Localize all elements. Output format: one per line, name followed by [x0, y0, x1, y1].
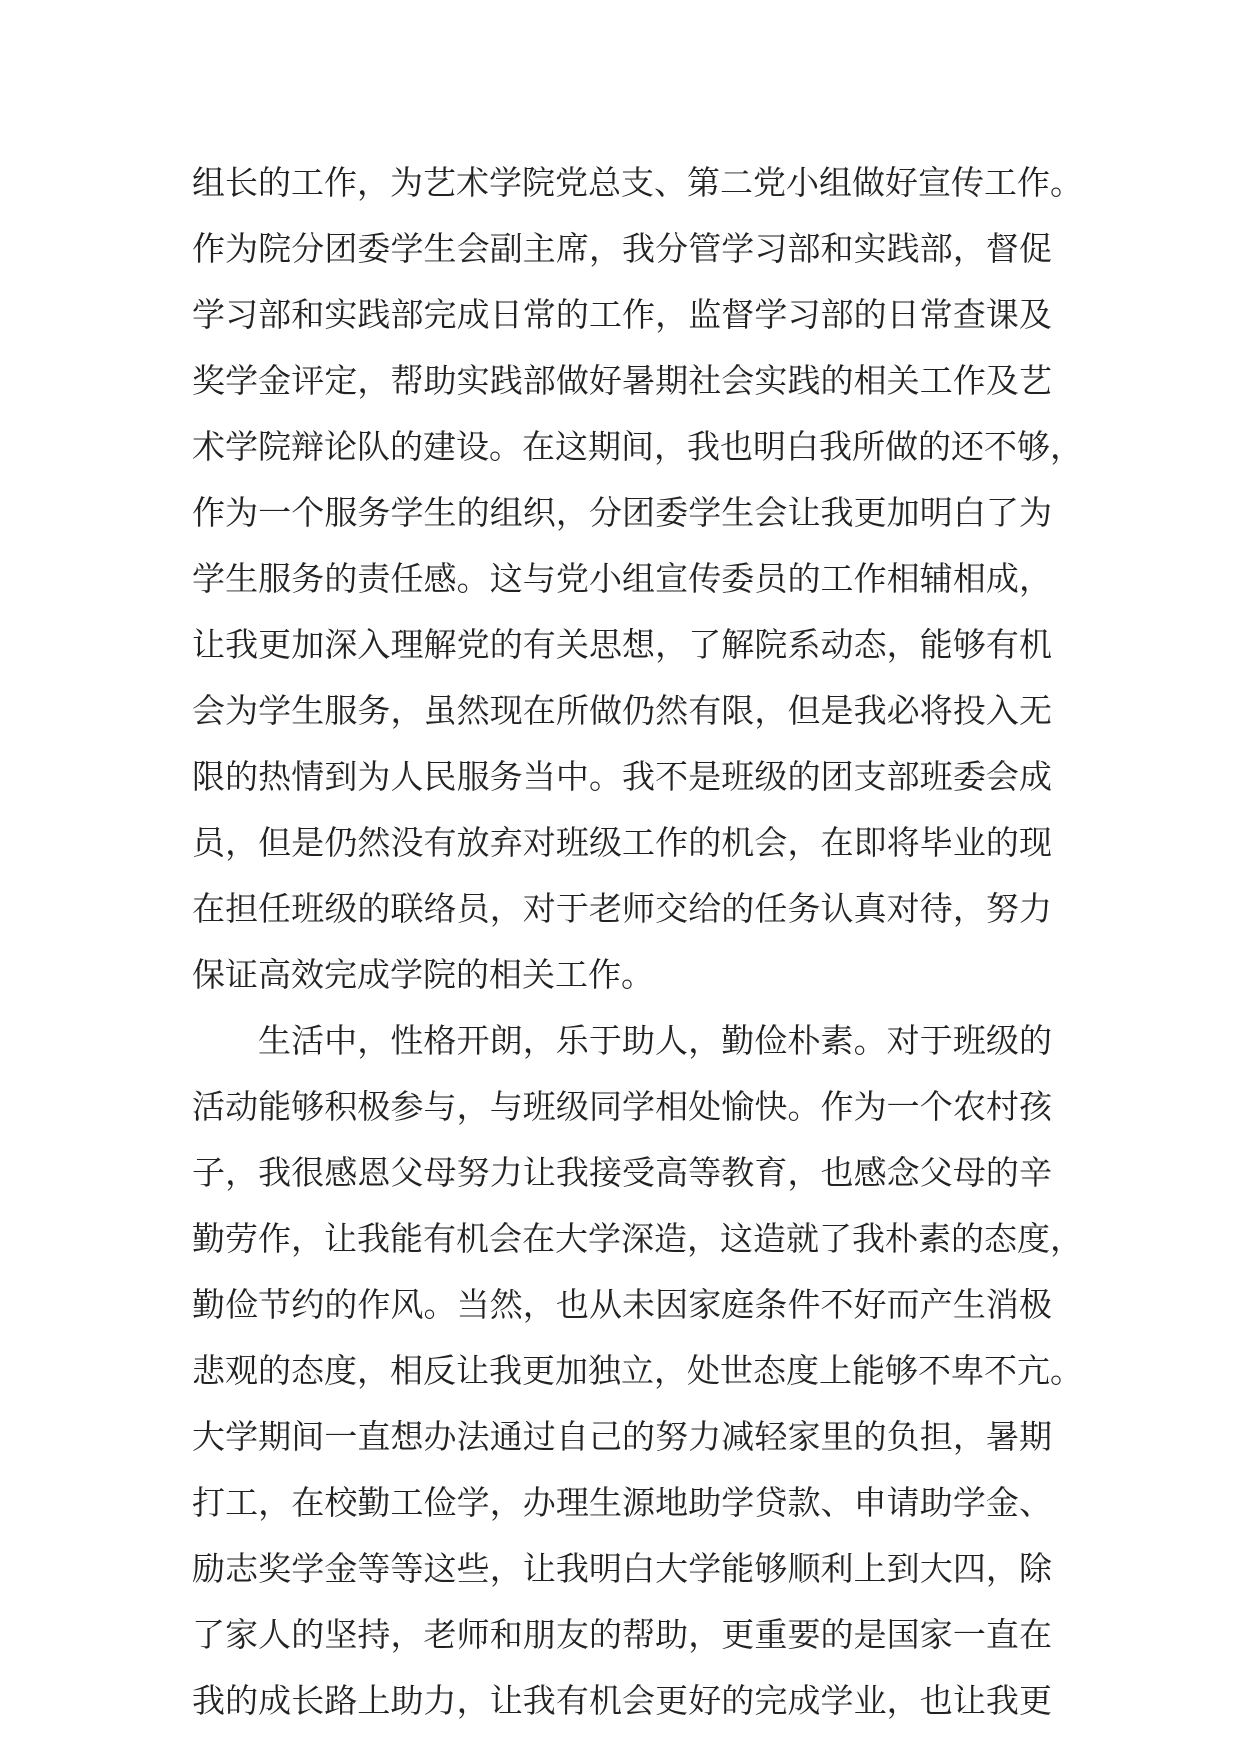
text-line: 打工，在校勤工俭学，办理生源地助学贷款、申请助学金、 [192, 1483, 1052, 1522]
body-text [192, 150, 1083, 1734]
text-line: 让我更加深入理解党的有关思想，了解院系动态，能够有机 [192, 625, 1052, 664]
text-line: 在担任班级的联络员，对于老师交给的任务认真对待，努力 [192, 889, 1052, 928]
text-line: 学习部和实践部完成日常的工作，监督学习部的日常查课及 [192, 295, 1052, 334]
text-line: 勤劳作，让我能有机会在大学深造，这造就了我朴素的态度， [192, 1219, 1083, 1258]
text-line: 限的热情到为人民服务当中。我不是班级的团支部班委会成 [192, 757, 1052, 796]
text-line: 保证高效完成学院的相关工作。 [192, 955, 654, 994]
text-line: 励志奖学金等等这些，让我明白大学能够顺利上到大四，除 [192, 1549, 1052, 1588]
text-line: 我的成长路上助力，让我有机会更好的完成学业，也让我更 [192, 1681, 1052, 1720]
text-line: 奖学金评定，帮助实践部做好暑期社会实践的相关工作及艺 [192, 361, 1052, 400]
text-line: 生活中，性格开朗，乐于助人，勤俭朴素。对于班级的 [258, 1021, 1052, 1060]
text-line: 术学院辩论队的建设。在这期间，我也明白我所做的还不够， [192, 427, 1083, 466]
text-line: 了家人的坚持，老师和朋友的帮助，更重要的是国家一直在 [192, 1615, 1052, 1654]
text-line: 子，我很感恩父母努力让我接受高等教育，也感念父母的辛 [192, 1153, 1052, 1192]
text-line: 员，但是仍然没有放弃对班级工作的机会，在即将毕业的现 [192, 823, 1052, 862]
text-line: 学生服务的责任感。这与党小组宣传委员的工作相辅相成， [192, 559, 1052, 598]
text-line: 会为学生服务，虽然现在所做仍然有限，但是我必将投入无 [192, 691, 1052, 730]
text-line: 组长的工作，为艺术学院党总支、第二党小组做好宣传工作。 [192, 163, 1083, 202]
text-line: 悲观的态度，相反让我更加独立，处世态度上能够不卑不亢。 [192, 1351, 1083, 1390]
text-line: 作为一个服务学生的组织，分团委学生会让我更加明白了为 [192, 493, 1052, 532]
text-line: 勤俭节约的作风。当然，也从未因家庭条件不好而产生消极 [192, 1285, 1052, 1324]
text-line: 活动能够积极参与，与班级同学相处愉快。作为一个农村孩 [192, 1087, 1052, 1126]
text-line: 作为院分团委学生会副主席，我分管学习部和实践部，督促 [192, 229, 1052, 268]
text-line: 大学期间一直想办法通过自己的努力减轻家里的负担，暑期 [192, 1417, 1052, 1456]
